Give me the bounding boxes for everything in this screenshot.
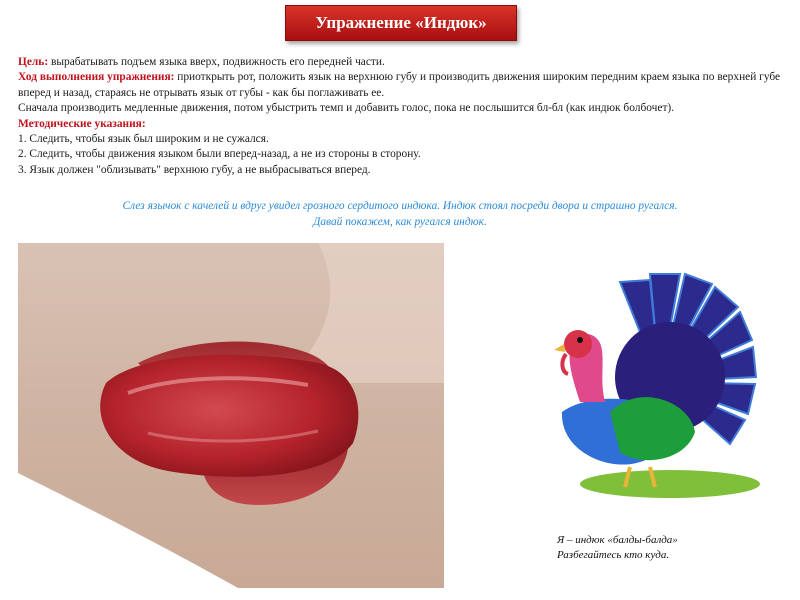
story-line-2: Давай покажем, как ругался индюк. <box>313 216 487 228</box>
guideline-item-2: 2. Следить, чтобы движения языком были вперед-назад, а не из стороны в сторону. <box>18 148 421 161</box>
procedure-paragraph <box>18 70 788 101</box>
slide-title <box>285 5 517 41</box>
goal-text: вырабатывать подъем языка вверх, подвижность его передней части. <box>48 56 385 68</box>
procedure-text-2: Сначала производить медленные движения, потом убыстрить темп и добавить голос, пока не послышится бл-бл (как индюк болбочет). <box>18 102 675 115</box>
procedure-label: Ход выполнения упражнения: <box>18 71 175 84</box>
procedure-text: приоткрыть рот, положить язык на верхнюю губу и производить движения широким передним краем языка по верхней губе вперед и назад, стараясь не отрывать язык от губы - как бы поглаживать ее. <box>18 71 781 99</box>
story-line-1: Слез язычок с качелей и вдруг увидел грозного сердитого индюка. Индюк стоял посреди двора и страшно ругался. <box>122 200 678 212</box>
turkey-caption <box>557 533 777 563</box>
guideline-item-3: 3. Язык должен "облизывать" верхнюю губу, а не выбрасываться вперед. <box>18 163 371 176</box>
goal-paragraph <box>18 55 788 70</box>
guidelines-label: Методические указания: <box>18 117 146 130</box>
turkey-icon <box>520 262 760 502</box>
exercise-description <box>18 55 788 178</box>
goal-label: Цель: <box>18 56 49 68</box>
guideline-item-1: 1. Следить, чтобы язык был широким и не сужался. <box>18 133 269 146</box>
turkey-illustration <box>520 262 760 502</box>
story-text <box>40 198 760 230</box>
caption-line-2: Разбегайтесь кто куда. <box>557 549 670 561</box>
caption-line-1: Я – индюк «балды-балда» <box>557 534 678 546</box>
slide-title-text: Упражнение «Индюк» <box>315 13 487 32</box>
tongue-on-lip-photo <box>18 243 444 588</box>
tongue-illustration <box>18 243 444 588</box>
